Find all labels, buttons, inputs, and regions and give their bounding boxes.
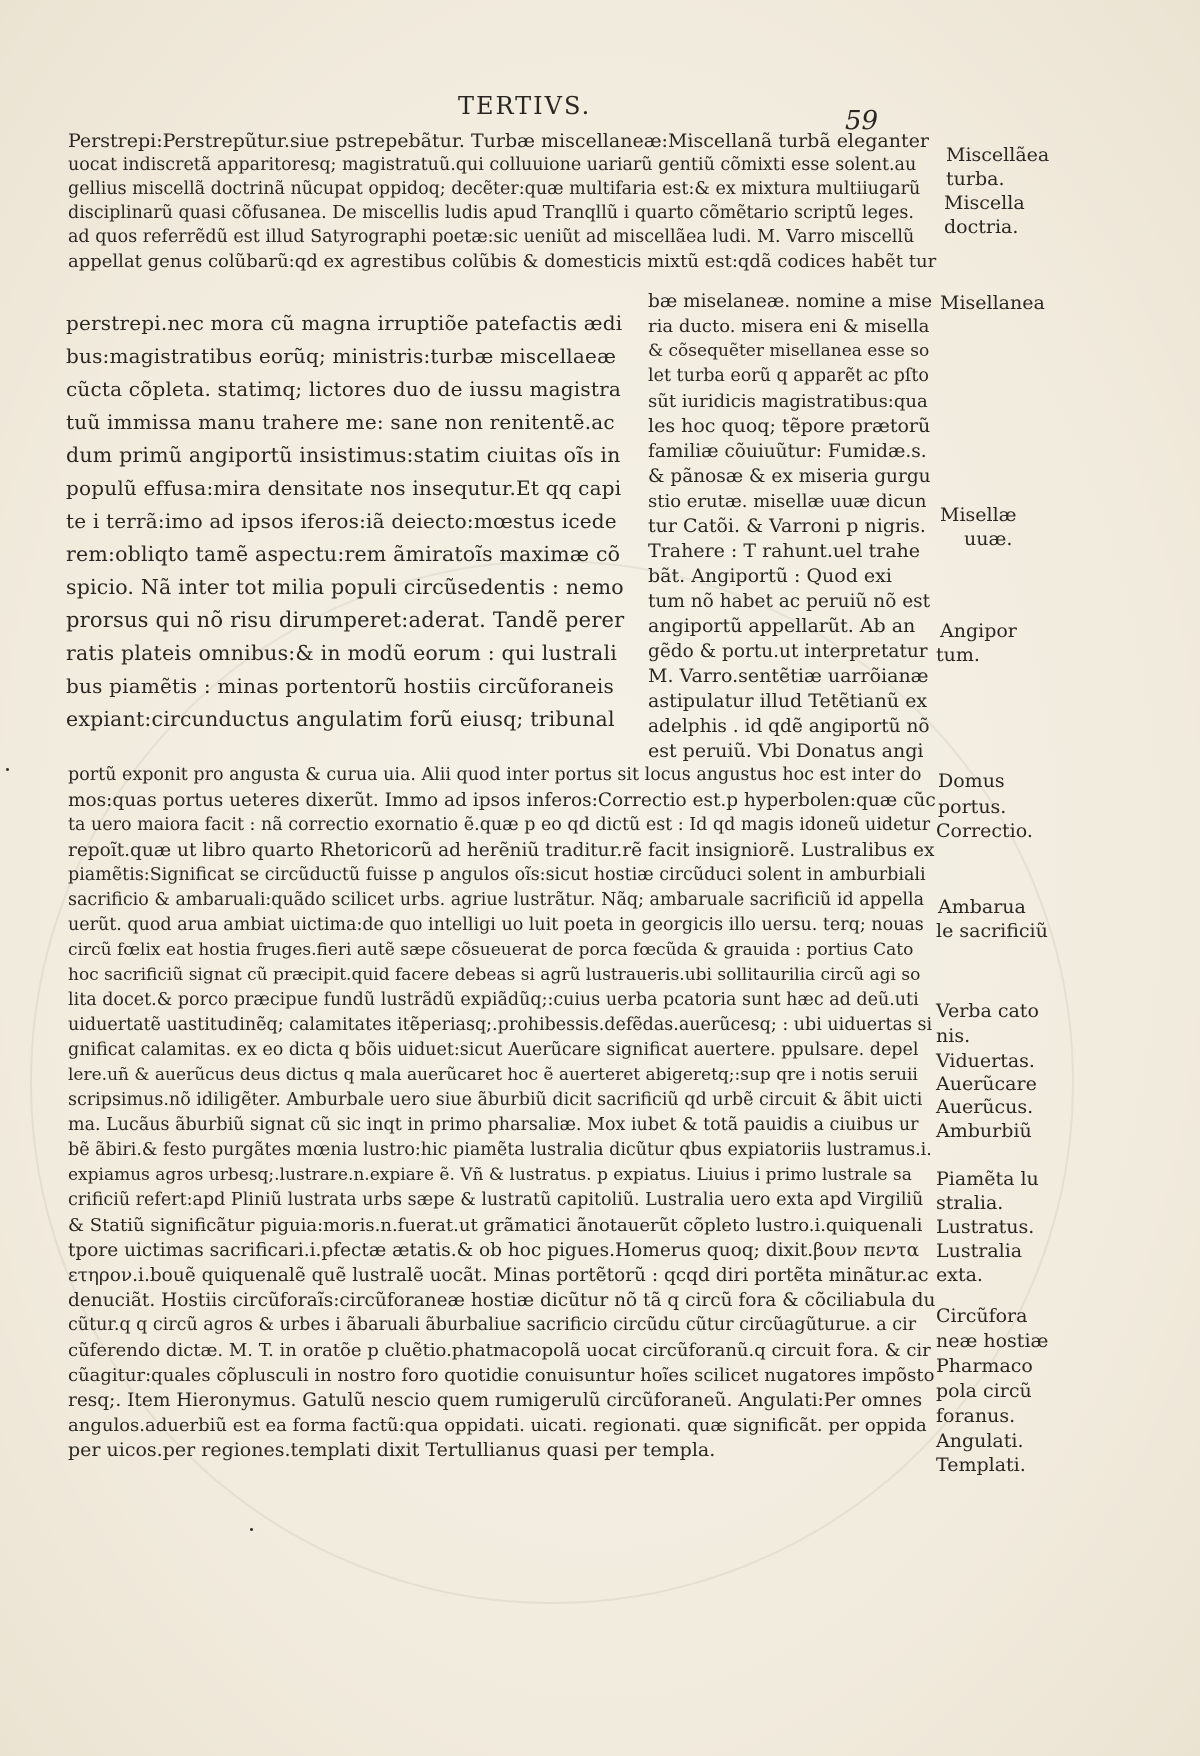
main-text-line: cũcta cõpleta. statimq; lictores duo de iussu magistra: [66, 377, 621, 401]
top-line: gellius miscellã doctrinã nũcupat oppidoq; decẽter:quæ multifaria est:& ex mixtura multiiugarũ: [68, 179, 921, 199]
commentary-line: familiæ cõuiuũtur: Fumidæ.s.: [648, 441, 927, 462]
top-line: uocat indiscretã apparitoresq; magistratuũ.qui colluuione uariarũ gentiũ cõmixti esse solent.au: [68, 155, 917, 175]
bottom-line: hoc sacrificiũ signat cũ præcipit.quid facere debeas si agrũ lustraueris.ubi sollitaurilia circũ agi so: [68, 965, 921, 985]
margin-note: Lustratus.: [936, 1216, 1035, 1238]
margin-note: exta.: [936, 1264, 983, 1286]
main-text-line: rem:obliqto tamẽ aspectu:rem ãmiratoĩs maximæ cõ: [66, 542, 621, 566]
margin-note: Pharmaco: [936, 1355, 1033, 1377]
margin-note: foranus.: [936, 1405, 1016, 1427]
bottom-line: cũagitur:quales cõplusculi in nostro foro quotidie conuisuntur hoĩes scilicet nugatores impõsto: [68, 1365, 935, 1386]
bottom-line: ετηρον.i.bouẽ quiquenalẽ quẽ lustralẽ uocãt. Minas portẽtorũ : qcqd diri portẽta minãtur.ac: [68, 1265, 929, 1286]
margin-note: Templati.: [936, 1454, 1026, 1476]
margin-note: le sacrificiũ: [936, 920, 1048, 942]
bottom-line: circũ fœlix eat hostia fruges.fieri autẽ sæpe cõsueuerat de porca fœcũda & grauida : portius Cato: [68, 940, 914, 960]
commentary-line: adelphis . id qdẽ angiportũ nõ: [648, 716, 930, 737]
margin-note: Domus: [938, 770, 1005, 792]
margin-note: Misellæ: [940, 504, 1017, 526]
margin-note: turba.: [946, 168, 1005, 190]
bottom-line: crificiũ refert:apd Pliniũ lustrata urbs sæpe & lustratũ capitoliũ. Lustralia uero exta apd Virgiliũ: [68, 1190, 924, 1210]
margin-note: Circũfora: [936, 1305, 1028, 1327]
margin-note: tum.: [936, 644, 980, 666]
top-line: ad quos referrẽdũ est illud Satyrographi poetæ:sic ueniũt ad miscellãea ludi. M. Varro miscellũ: [68, 227, 915, 247]
margin-note: Correctio.: [936, 820, 1033, 842]
bottom-line: bẽ ãbiri.& festo purgãtes mœnia lustro:hic piamẽta lustralia dicũtur qbus expiatoriis lustramus.i.: [68, 1140, 932, 1160]
bottom-line: expiamus agros urbesq;.lustrare.n.expiare ẽ. Vñ & lustratus. p expiatus. Liuius i primo lustrale sa: [68, 1165, 912, 1185]
ink-speck: [250, 1528, 253, 1531]
bottom-line: cũtur.q q circũ agros & urbes i ãbaruali ãburbaliue sacrificio circũdu cũtur circũagũturue. a cir: [68, 1315, 917, 1335]
commentary-line: angiportũ appellarũt. Ab an: [648, 615, 916, 637]
margin-note: Piamẽta lu: [936, 1168, 1039, 1190]
main-text-line: te i terrã:imo ad ipsos iferos:iã deiecto:mœstus icede: [66, 509, 617, 533]
bottom-line: per uicos.per regiones.templati dixit Tertullianus quasi per templa.: [68, 1439, 716, 1461]
margin-note: Miscellãea: [946, 144, 1050, 166]
top-line: Perstrepi:Perstrepũtur.siue pstrepebãtur. Turbæ miscellaneæ:Miscellanã turbã eleganter: [68, 130, 929, 152]
bottom-line: sacrificio & ambaruali:quãdo scilicet urbs. agriue lustrãtur. Nãq; ambaruale sacrificiũ id appella: [68, 890, 925, 910]
margin-note: Auerũcare: [936, 1073, 1037, 1095]
commentary-line: les hoc quoq; tẽpore prætorũ: [648, 415, 931, 437]
main-text-line: prorsus qui nõ risu dirumperet:aderat. Tandẽ perer: [66, 608, 625, 632]
bottom-line: & Statiũ significãtur piguia:moris.n.fuerat.ut grãmatici ãnotauerũt cõpleto lustro.i.quiquenali: [68, 1215, 923, 1236]
margin-note: Amburbiũ: [936, 1120, 1032, 1142]
main-text-line: populũ effusa:mira densitate nos insequtur.Et qq capi: [66, 476, 622, 500]
margin-note: Verba cato: [936, 1000, 1039, 1022]
main-text-line: dum primũ angiportũ insistimus:statim ciuitas oĩs in: [66, 443, 621, 467]
margin-note: Ambarua: [938, 896, 1026, 918]
margin-note: nis.: [936, 1025, 971, 1047]
commentary-line: sũt iuridicis magistratibus:qua: [648, 391, 928, 412]
margin-note: Misellanea: [940, 292, 1045, 314]
main-text-line: ratis plateis omnibus:& in modũ eorum : qui lustrali: [66, 641, 617, 665]
main-text-line: perstrepi.nec mora cũ magna irruptiõe patefactis ædi: [66, 311, 623, 335]
margin-note: Angulati.: [936, 1430, 1024, 1452]
folio-number: 59: [845, 106, 879, 136]
bottom-line: lita docet.& porco præcipue fundũ lustrãdũ expiãdũq;:cuius uerba pcatoria sunt hæc ad deũ.uti: [68, 990, 919, 1010]
margin-note: Viduertas.: [936, 1050, 1035, 1072]
commentary-line: bãt. Angiportũ : Quod exi: [648, 565, 892, 587]
commentary-line: ria ducto. misera eni & misella: [648, 316, 930, 337]
bottom-line: tpore uictimas sacrificari.i.pfectæ ætatis.& ob hoc pigues.Homerus quoq; dixit.βουν πεντα: [68, 1240, 920, 1261]
bottom-line: scripsimus.nõ idiligẽter. Amburbale uero siue ãburbiũ dicit sacrificiũ qd urbẽ circuit & ãbit uicti: [68, 1090, 923, 1110]
commentary-line: est peruiũ. Vbi Donatus angi: [648, 740, 924, 762]
main-text-line: bus:magistratibus eorũq; ministris:turbæ miscellaeæ: [66, 344, 617, 368]
commentary-line: bæ miselaneæ. nomine a mise: [648, 291, 933, 312]
commentary-line: astipulatur illud Tetẽtianũ ex: [648, 690, 928, 712]
top-line: disciplinarũ quasi cõfusanea. De miscellis ludis apud Tranqllũ i quarto cõmẽtario scriptũ leges.: [68, 203, 914, 223]
commentary-line: & pãnosæ & ex miseria gurgu: [648, 466, 931, 487]
bottom-line: cũferendo dictæ. M. T. in oratõe p cluẽtio.phatmacopolã uocat circũforanũ.q circuit fora. & cir: [68, 1340, 931, 1361]
commentary-line: tur Catõi. & Varroni p nigris.: [648, 515, 926, 537]
margin-note: uuæ.: [964, 528, 1013, 550]
bottom-line: ta uero maiora facit : nã correctio exornatio ẽ.quæ p eo qd dictũ est : Id qd magis idoneũ uidetur: [68, 815, 931, 835]
margin-note: doctria.: [944, 216, 1019, 238]
margin-note: Lustralia: [936, 1240, 1023, 1262]
bottom-line: mos:quas portus ueteres dixerũt. Immo ad ipsos inferos:Correctio est.p hyperbolen:quæ cũc: [68, 790, 936, 811]
main-text-line: spicio. Nã inter tot milia populi circũsedentis : nemo: [66, 575, 624, 599]
running-title: TERTIVS.: [458, 92, 592, 120]
bottom-line: uerũt. quod arua ambiat uictima:de quo intelligi uo luit poeta in georgicis illo uersu. terq; nouas: [68, 915, 924, 935]
commentary-line: let turba eorũ q apparẽt ac pſto: [648, 366, 929, 386]
main-text-line: bus piamẽtis : minas portentorũ hostiis circũforaneis: [66, 674, 614, 698]
bottom-line: ma. Lucãus ãburbiũ signat cũ sic inqt in primo pharsaliæ. Mox iubet & totã pauidis a ciuibus ur: [68, 1115, 919, 1135]
margin-note: Angipor: [940, 620, 1017, 642]
bottom-line: gnificat calamitas. ex eo dicta q bõis uiduet:sicut Auerũcare significat auertere. ppulsare. depel: [68, 1040, 919, 1060]
margin-note: Miscella: [944, 192, 1025, 214]
bottom-line: angulos.aduerbiũ est ea forma factũ:qua oppidati. uicati. regionati. quæ significãt. per oppida: [68, 1415, 927, 1436]
commentary-line: Trahere : T rahunt.uel trahe: [648, 540, 921, 562]
commentary-line: tum nõ habet ac peruiũ nõ est: [648, 591, 931, 612]
margin-note: Auerũcus.: [936, 1096, 1034, 1118]
main-text-line: tuũ immissa manu trahere me: sane non renitentẽ.ac: [66, 410, 615, 434]
commentary-line: gẽdo & portu.ut interpretatur: [648, 641, 928, 662]
bottom-line: lere.uñ & auerũcus deus dictus q mala auerũcaret hoc ẽ auerteret abigeretq;:sup qre i notis seruii: [68, 1065, 918, 1085]
bottom-line: piamẽtis:Significat se circũductũ fuisse p angulos oĩs:sicut hostiæ circũduci solent in amburbiali: [68, 865, 926, 885]
bottom-line: resq;. Item Hieronymus. Gatulũ nescio quem rumigerulũ circũforaneũ. Angulati:Per omnes: [68, 1390, 923, 1411]
bottom-line: portũ exponit pro angusta & curua uia. Alii quod inter portus sit locus angustus hoc est inter do: [68, 765, 922, 785]
margin-note: pola circũ: [936, 1380, 1032, 1402]
commentary-line: M. Varro.sentẽtiæ uarrõianæ: [648, 665, 929, 687]
ink-speck: [6, 768, 9, 771]
margin-note: neæ hostiæ: [936, 1330, 1049, 1352]
commentary-line: & cõsequẽter misellanea esse so: [648, 341, 930, 361]
bottom-line: denuciãt. Hostiis circũforaĩs:circũforaneæ hostiæ dicũtur nõ tã q circũ fora & cõciliabula du: [68, 1290, 936, 1311]
top-line: appellat genus colũbarũ:qd ex agrestibus colũbis & domesticis mixtũ est:qdã codices habẽt tur: [68, 251, 937, 272]
bottom-line: repoĩt.quæ ut libro quarto Rhetoricorũ ad herẽniũ traditur.rẽ facit insigniorẽ. Lustralibus ex: [68, 840, 935, 861]
margin-note: stralia.: [936, 1192, 1004, 1214]
bottom-line: uiduertatẽ uastitudinẽq; calamitates itẽperiasq;.prohibessis.defẽdas.auerũcesq; : ubi uiduertas si: [68, 1015, 933, 1035]
main-text-line: expiant:circunductus angulatim forũ eiusq; tribunal: [66, 707, 615, 731]
margin-note: portus.: [938, 796, 1007, 818]
commentary-line: stio erutæ. misellæ uuæ dicun: [648, 491, 927, 512]
